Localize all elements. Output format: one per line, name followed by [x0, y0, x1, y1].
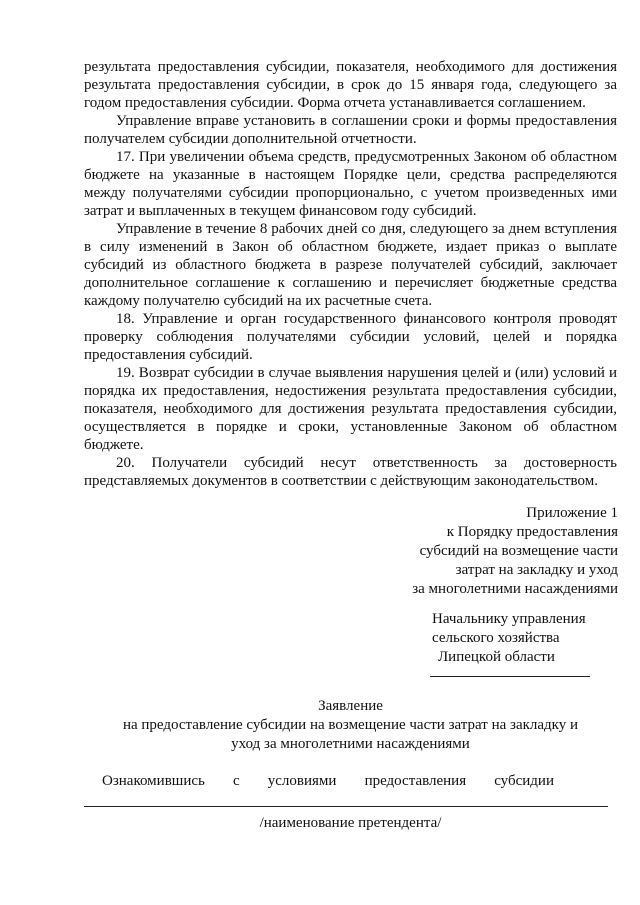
paragraph-item-20: 20. Получатели субсидий несут ответственность за достоверность представляемых документов в соответствии с действующим законодательством.: [84, 455, 617, 489]
applicant-name-caption: /наименование претендента/: [259, 815, 442, 831]
addressee-signature-line: [430, 676, 590, 677]
paragraph-item-19: 19. Возврат субсидии в случае выявления нарушения целей и (или) условий и порядка их предоставления, недостижения результата предоставления субсидии, показателя, необходимого для достижения результата предоставления субсидии, осуществляется в порядке и сроки, установленные Законом об областном бюджете.: [84, 365, 617, 453]
application-title-block: [84, 697, 617, 754]
appendix-line: за многолетними насаждениями: [412, 581, 618, 597]
application-subtitle: на предоставление субсидии на возмещение части затрат на закладку и: [122, 717, 579, 733]
appendix-line: Приложение 1: [526, 505, 618, 521]
addressee-block: [432, 610, 632, 667]
applicant-name-line: [84, 806, 608, 807]
application-title: Заявление: [318, 698, 383, 714]
paragraph-report-deadline: результата предоставления субсидии, показателя, необходимого для достижения результата предоставления субсидии, в срок до 15 января года, следующего за годом предоставления субсидии. Форма отчета устанавливается соглашением.: [84, 59, 617, 111]
appendix-heading: [318, 504, 618, 599]
paragraph-item-18: 18. Управление и орган государственного финансового контроля проводят проверку соблюдения получателями субсидии условий, целей и порядка предоставления субсидий.: [84, 311, 617, 363]
addressee-line: Начальнику управления: [432, 611, 586, 627]
appendix-line: затрат на закладку и уход: [455, 562, 618, 578]
acknowledgement-text: Ознакомившись с условиями предоставления субсидии: [102, 773, 554, 789]
paragraph-item-17: 17. При увеличении объема средств, предусмотренных Законом об областном бюджете на указанные в настоящем Порядке цели, средства распределяются между получателями субсидии пропорционально, с учетом произведенных ими затрат и выплаченных в текущем финансовом году субсидий.: [84, 149, 617, 219]
appendix-line: субсидий на возмещение части: [419, 543, 618, 559]
addressee-line: Липецкой области: [438, 649, 555, 665]
addressee-line: сельского хозяйства: [432, 630, 560, 646]
application-subtitle-continued: уход за многолетними насаждениями: [231, 736, 470, 752]
paragraph-budget-changes: Управление в течение 8 рабочих дней со дня, следующего за днем вступления в силу изменений в Закон об областном бюджете, издает приказ о выплате субсидий из областного бюджета в разрезе получателей субсидий, заключает дополнительное соглашение к соглашению и перечисляет бюджетные средства каждому получателю субсидий на их расчетные счета.: [84, 221, 617, 309]
appendix-line: к Порядку предоставления: [446, 524, 618, 540]
paragraph-additional-reporting: Управление вправе установить в соглашении сроки и формы предоставления получателем субсидии дополнительной отчетности.: [84, 113, 617, 147]
document-body: [84, 58, 617, 490]
